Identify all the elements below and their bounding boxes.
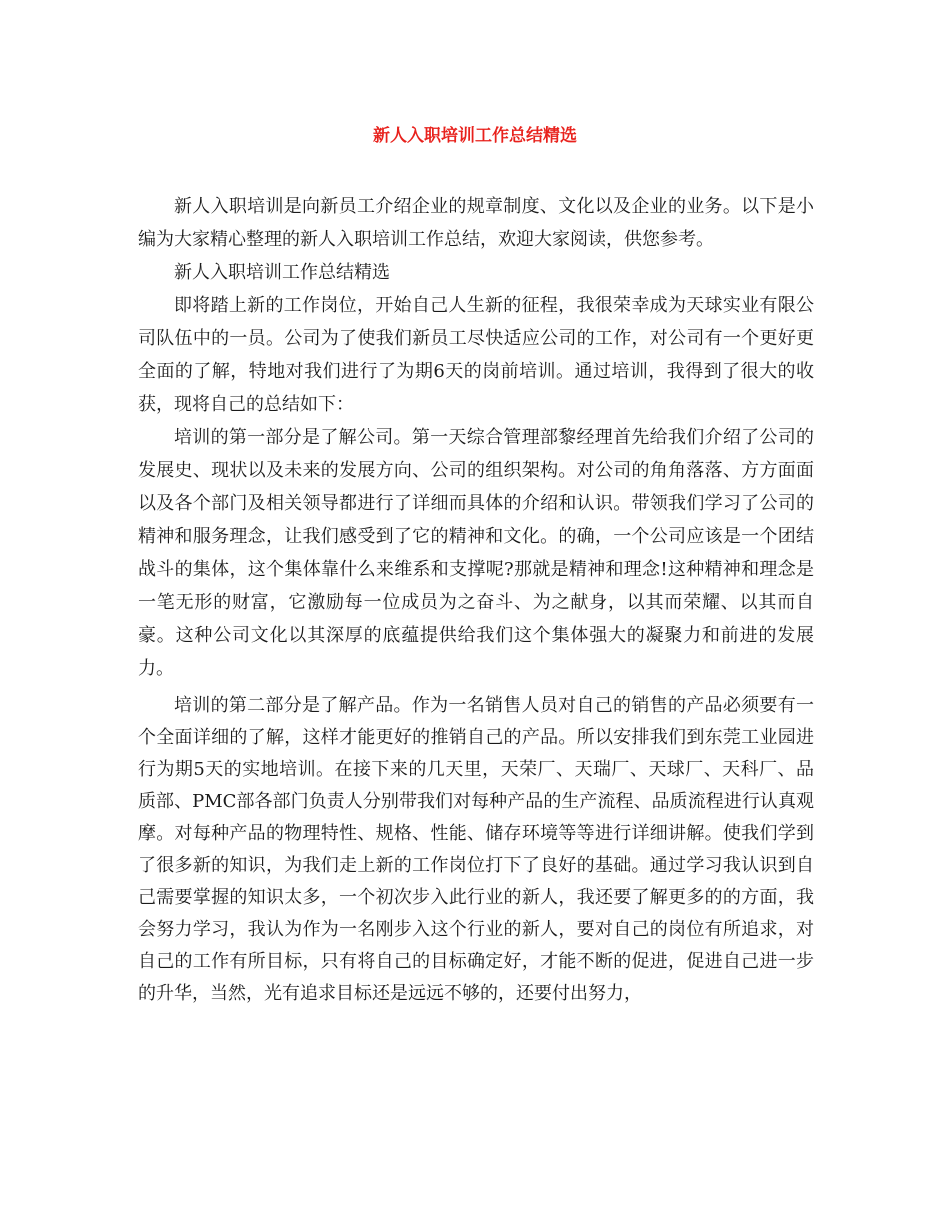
paragraph-subtitle: 新人入职培训工作总结精选 [174,262,390,283]
paragraph-opening: 即将踏上新的工作岗位，开始自己人生新的征程，我很荣幸成为天球实业有限公司队伍中的一员。公司为了使我们新员工尽快适应公司的工作，对公司有一个更好更全面的了解，特地对我们进行了为期6天的岗前培训。通过培训，我得到了很大的收获，现将自己的总结如下： [138,295,814,415]
document-body [138,190,814,1010]
document-title: 新人入职培训工作总结精选 [373,126,577,146]
paragraph-part-one: 培训的第一部分是了解公司。第一天综合管理部黎经理首先给我们介绍了公司的发展史、现状以及未来的发展方向、公司的组织架构。对公司的角角落落、方方面面以及各个部门及相关领导都进行了详细而具体的介绍和认识。带领我们学习了公司的精神和服务理念，让我们感受到了它的精神和文化。的确，一个公司应该是一个团结战斗的集体，这个集体靠什么来维系和支撑呢?那就是精神和理念!这种精神和理念是一笔无形的财富，它激励每一位成员为之奋斗、为之献身，以其而荣耀、以其而自豪。这种公司文化以其深厚的底蕴提供给我们这个集体强大的凝聚力和前进的发展力。 [138,427,814,679]
paragraph-part-two: 培训的第二部分是了解产品。作为一名销售人员对自己的销售的产品必须要有一个全面详细的了解，这样才能更好的推销自己的产品。所以安排我们到东莞工业园进行为期5天的实地培训。在接下来的几天里，天荣厂、天瑞厂、天球厂、天科厂、品质部、PMC部各部门负责人分别带我们对每种产品的生产流程、品质流程进行认真观摩。对每种产品的物理特性、规格、性能、储存环境等等进行详细讲解。使我们学到了很多新的知识，为我们走上新的工作岗位打下了良好的基础。通过学习我认识到自己需要掌握的知识太多，一个初次步入此行业的新人，我还要了解更多的的方面，我会努力学习，我认为作为一名刚步入这个行业的新人，要对自己的岗位有所追求，对自己的工作有所目标，只有将自己的目标确定好，才能不断的促进，促进自己进一步的升华，当然，光有追求目标还是远远不够的，还要付出努力， [138,695,814,1004]
paragraph-intro: 新人入职培训是向新员工介绍企业的规章制度、文化以及企业的业务。以下是小编为大家精心整理的新人入职培训工作总结，欢迎大家阅读，供您参考。 [138,196,814,250]
